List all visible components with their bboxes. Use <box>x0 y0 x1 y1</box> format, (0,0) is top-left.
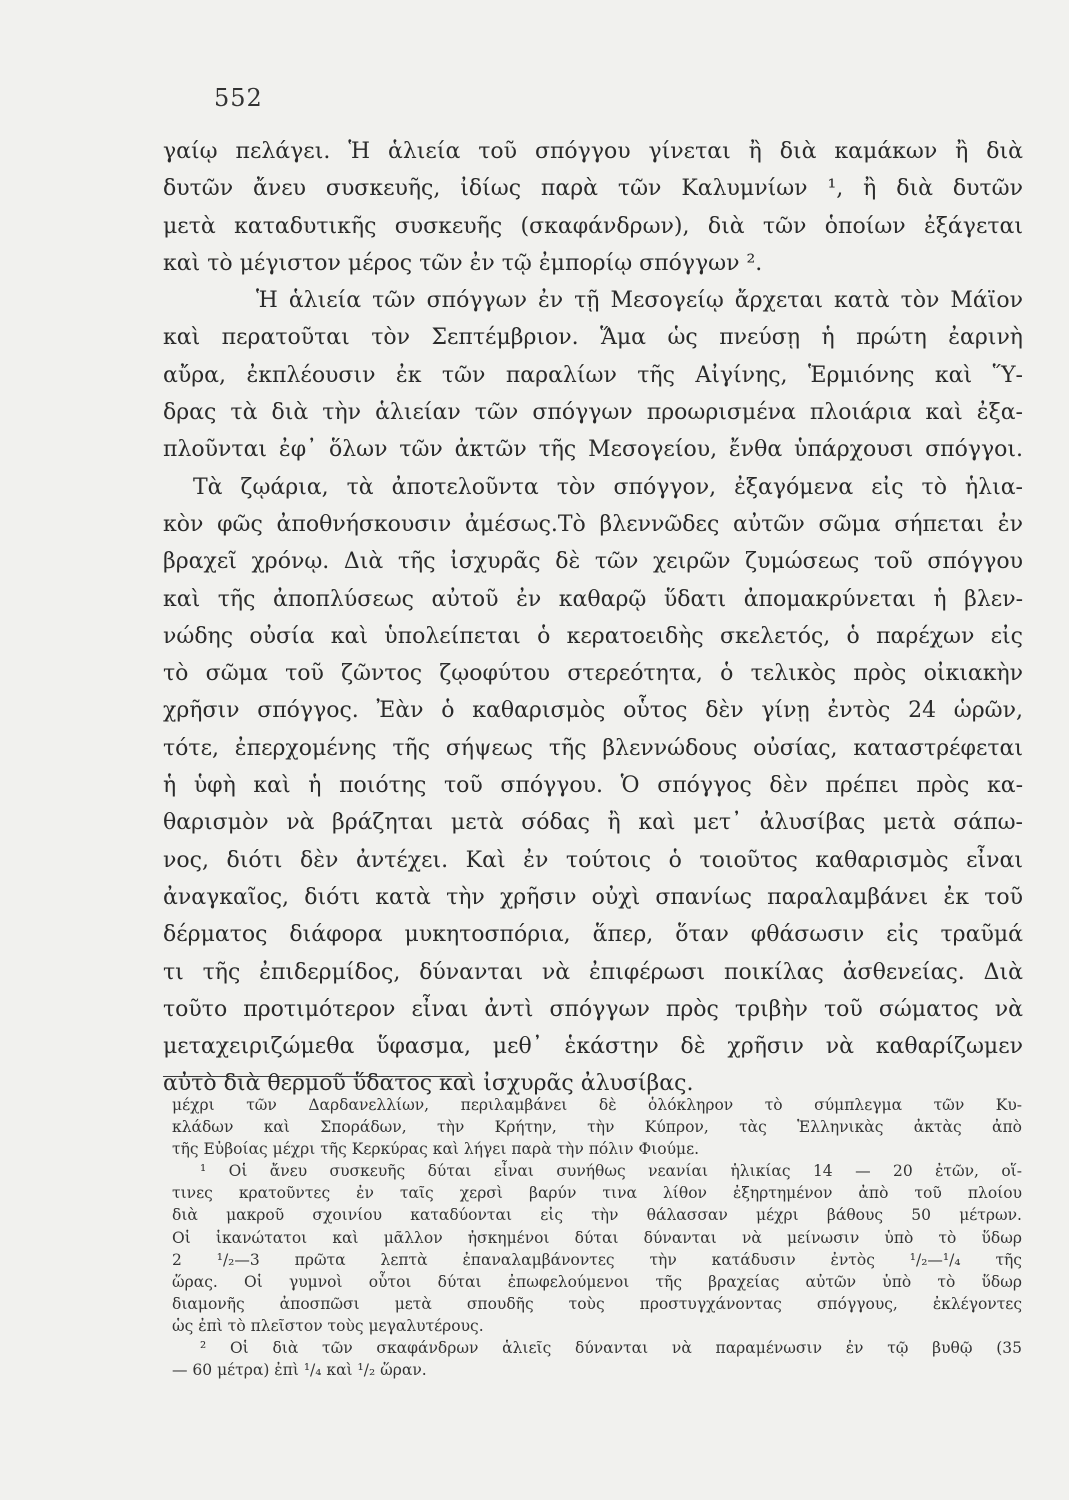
text-line: τοῦτο προτιμότερον εἶναι ἀντὶ σπόγγων πρὸς τριβὴν τοῦ σώματος νὰ <box>163 996 1023 1022</box>
page-number: 552 <box>214 84 263 112</box>
text-line: θαρισμὸν νὰ βράζηται μετὰ σόδας ἢ καὶ μετ᾽ ἀλυσίβας μετὰ σάπω- <box>163 810 1023 836</box>
footnote-line: κλάδων καὶ Σποράδων, τὴν Κρήτην, τὴν Κύπρον, τὰς Ἑλληνικὰς ἀκτὰς ἀπὸ <box>172 1118 1022 1137</box>
text-line: κὸν φῶς ἀποθνήσκουσιν ἀμέσως.Τὸ βλεννῶδες αὐτῶν σῶμα σήπεται ἐν <box>163 511 1023 537</box>
text-line: πλοῦνται ἐφ᾽ ὅλων τῶν ἀκτῶν τῆς Μεσογείου, ἔνθα ὑπάρχουσι σπόγγοι. <box>163 437 1023 463</box>
footnote-line: μέχρι τῶν Δαρδανελλίων, περιλαμβάνει δὲ ὁλόκληρον τὸ σύμπλεγμα τῶν Κυ- <box>172 1096 1022 1114</box>
text-line: βραχεῖ χρόνῳ. Διὰ τῆς ἰσχυρᾶς δὲ τῶν χειρῶν ζυμώσεως τοῦ σπόγγου <box>163 549 1023 575</box>
text-line: Ἡ ἁλιεία τῶν σπόγγων ἐν τῇ Μεσογείῳ ἄρχεται κατὰ τὸν Μάϊον <box>256 288 1023 314</box>
footnote-line: ὥρας. Οἱ γυμνοὶ οὗτοι δύται ἐπωφελούμενοι τῆς βραχείας αὐτῶν ὑπὸ τὸ ὕδωρ <box>172 1272 1022 1291</box>
footnote-divider <box>163 1076 469 1077</box>
text-line: Τὰ ζῳάρια, τὰ ἀποτελοῦντα τὸν σπόγγον, ἐξαγόμενα εἰς τὸ ἡλια- <box>193 474 1023 500</box>
text-line: τὸ σῶμα τοῦ ζῶντος ζῳοφύτου στερεότητα, ὁ τελικὸς πρὸς οἰκιακὴν <box>163 661 1023 687</box>
text-line: ἡ ὑφὴ καὶ ἡ ποιότης τοῦ σπόγγου. Ὁ σπόγγος δὲν πρέπει πρὸς κα- <box>163 773 1023 799</box>
text-line: νώδης οὐσία καὶ ὑπολείπεται ὁ κερατοειδὴς σκελετός, ὁ παρέχων εἰς <box>163 623 1023 649</box>
footnote-line: τινες κρατοῦντες ἐν ταῖς χερσὶ βαρύν τινα λίθον ἐξηρτημένον ἀπὸ τοῦ πλοίου <box>172 1184 1022 1203</box>
text-line: μετὰ καταδυτικῆς συσκευῆς (σκαφάνδρων), διὰ τῶν ὁποίων ἐξάγεται <box>163 213 1023 239</box>
body-text <box>163 133 1023 1103</box>
text-line: νος, διότι δὲν ἀντέχει. Καὶ ἐν τούτοις ὁ τοιοῦτος καθαρισμὸς εἶναι <box>163 847 1023 873</box>
footnote-line: ² Οἱ διὰ τῶν σκαφάνδρων ἁλιεῖς δύνανται νὰ παραμένωσιν ἐν τῷ βυθῷ (35 <box>200 1339 1022 1358</box>
text-line: χρῆσιν σπόγγος. Ἐὰν ὁ καθαρισμὸς οὗτος δὲν γίνῃ ἐντὸς 24 ὡρῶν, <box>163 698 1023 724</box>
footnote-line: ὡς ἐπὶ τὸ πλεῖστον τοὺς μεγαλυτέρους. <box>172 1316 484 1335</box>
text-line: καὶ τῆς ἀποπλύσεως αὐτοῦ ἐν καθαρῷ ὕδατι ἀπομακρύνεται ἡ βλεν- <box>163 586 1023 612</box>
footnote-line: Οἱ ἱκανώτατοι καὶ μᾶλλον ἠσκημένοι δύται δύνανται νὰ μείνωσιν ὑπὸ τὸ ὕδωρ <box>172 1228 1022 1247</box>
footnote-line: 2 ¹/₂—3 πρῶτα λεπτὰ ἐπαναλαμβάνοντες τὴν κατάδυσιν ἐντὸς ¹/₂—¹/₄ τῆς <box>172 1250 1022 1269</box>
footnote-line: ¹ Οἱ ἄνευ συσκευῆς δύται εἶναι συνήθως νεανίαι ἡλικίας 14 — 20 ἐτῶν, οἵ- <box>200 1162 1022 1181</box>
text-line: ἀναγκαῖος, διότι κατὰ τὴν χρῆσιν οὐχὶ σπανίως παραλαμβάνει ἐκ τοῦ <box>163 884 1023 910</box>
footnote-line: διαμονῆς ἀποσπῶσι μετὰ σπουδῆς τοὺς προστυγχάνοντας σπόγγους, ἐκλέγοντες <box>172 1294 1022 1313</box>
footnote-line: τῆς Εὐβοίας μέχρι τῆς Κερκύρας καὶ λήγει παρὰ τὴν πόλιν Φιούμε. <box>172 1140 700 1159</box>
text-line: αὔρα, ἐκπλέουσιν ἐκ τῶν παραλίων τῆς Αἰγίνης, Ἑρμιόνης καὶ Ὕ- <box>163 362 1023 388</box>
footnotes <box>172 1094 1022 1381</box>
text-line: γαίῳ πελάγει. Ἡ ἁλιεία τοῦ σπόγγου γίνεται ἢ διὰ καμάκων ἢ διὰ <box>163 139 1023 164</box>
text-line: τότε, ἐπερχομένης τῆς σήψεως τῆς βλεννώδους οὐσίας, καταστρέφεται <box>163 735 1023 761</box>
footnote-line: διὰ μακροῦ σχοινίου καταδύονται εἰς τὴν θάλασσαν μέχρι βάθους 50 μέτρων. <box>172 1206 1022 1225</box>
text-line: καὶ περατοῦται τὸν Σεπτέμβριον. Ἅμα ὡς πνεύσῃ ἡ πρώτη ἐαρινὴ <box>163 325 1023 351</box>
text-line: δυτῶν ἄνευ συσκευῆς, ἰδίως παρὰ τῶν Καλυμνίων ¹, ἢ διὰ δυτῶν <box>163 176 1023 202</box>
text-line: αὐτὸ διὰ θερμοῦ ὕδατος καὶ ἰσχυρᾶς ἀλυσίβας. <box>163 1071 694 1097</box>
text-line: καὶ τὸ μέγιστον μέρος τῶν ἐν τῷ ἐμπορίῳ σπόγγων ². <box>163 250 763 276</box>
footnote-line: — 60 μέτρα) ἐπὶ ¹/₄ καὶ ¹/₂ ὥραν. <box>172 1361 427 1380</box>
text-line: δέρματος διάφορα μυκητοσπόρια, ἅπερ, ὅταν φθάσωσιν εἰς τραῦμά <box>163 922 1023 948</box>
text-line: τι τῆς ἐπιδερμίδος, δύνανται νὰ ἐπιφέρωσι ποικίλας ἀσθενείας. Διὰ <box>163 959 1023 985</box>
text-line: μεταχειριζώμεθα ὕφασμα, μεθ᾽ ἑκάστην δὲ χρῆσιν νὰ καθαρίζωμεν <box>163 1034 1023 1060</box>
text-line: δρας τὰ διὰ τὴν ἁλιείαν τῶν σπόγγων προωρισμένα πλοιάρια καὶ ἐξα- <box>163 400 1023 426</box>
